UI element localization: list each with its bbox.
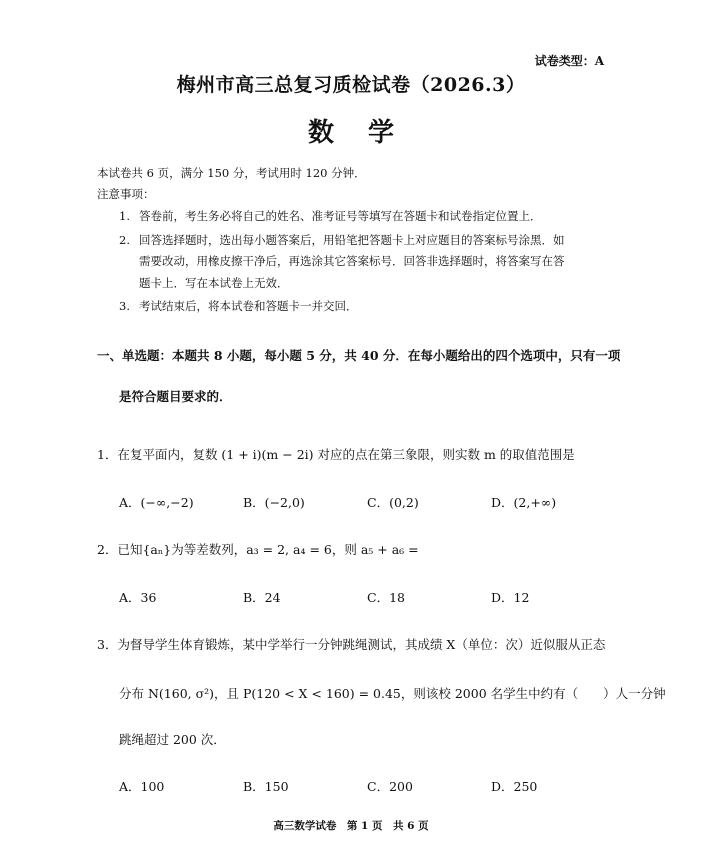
notice-item	[119, 205, 542, 227]
notice-item-number: 3.	[119, 299, 130, 313]
question-2-options	[119, 588, 615, 606]
section-heading-continuation: 是符合题目要求的．	[119, 389, 232, 404]
option-c: C．18	[367, 590, 405, 605]
notice-item-continuation: 需要改动，用橡皮擦干净后，再选涂其它答案标号．回答非选择题时，将答案写在答	[139, 254, 565, 268]
question-3-stem: 3．为督导学生体育锻炼，某中学举行一分钟跳绳测试，其成绩 X（单位：次）近似服从正态	[97, 637, 606, 652]
option-a: A．(−∞,−2)	[119, 495, 194, 510]
option-b: B．(−2,0)	[243, 495, 305, 510]
notice-item	[119, 295, 358, 317]
page-footer: 高三数学试卷 第 1 页 共 6 页	[273, 820, 429, 832]
question-3-stem-continuation: 跳绳超过 200 次．	[119, 732, 226, 747]
question-3-stem-continuation: 分布 N(160, σ²)，且 P(120 < X < 160) = 0.45，则该校 2000 名学生中约有（ ）人一分钟	[119, 686, 666, 701]
option-d: D．(2,+∞)	[491, 495, 557, 510]
option-b: B．24	[243, 590, 281, 605]
notice-item-text: 回答选择题时，选出每小题答案后，用铅笔把答题卡上对应题目的答案标号涂黑．如	[139, 233, 565, 247]
subject-title: 数学	[307, 118, 428, 148]
notice-item-text: 答卷前，考生务必将自己的姓名、准考证号等填写在答题卡和试卷指定位置上．	[139, 209, 542, 223]
notice-item-number: 1.	[119, 209, 130, 223]
question-1-stem: 1．在复平面内，复数 (1 + i)(m − 2i) 对应的点在第三象限，则实数 m 的取值范围是	[97, 447, 575, 462]
option-d: D．12	[491, 590, 530, 605]
paper-type-label: 试卷类型：A	[534, 54, 604, 68]
question-2-stem: 2．已知{aₙ}为等差数列，a₃ = 2, a₄ = 6，则 a₅ + a₆ =	[97, 542, 419, 557]
option-a: A．100	[119, 779, 165, 794]
notice-heading: 注意事项：	[97, 187, 155, 201]
notice-item	[119, 229, 565, 251]
option-d: D．250	[491, 779, 538, 794]
exam-intro: 本试卷共 6 页，满分 150 分，考试用时 120 分钟．	[97, 166, 366, 180]
option-b: B．150	[243, 779, 289, 794]
notice-item-continuation: 题卡上．写在本试卷上无效．	[139, 276, 289, 290]
option-c: C．200	[367, 779, 413, 794]
notice-item-number: 2.	[119, 233, 130, 247]
section-heading: 一、单选题：本题共 8 小题，每小题 5 分，共 40 分．在每小题给出的四个选项中，只有一项	[97, 348, 621, 363]
option-a: A．36	[119, 590, 157, 605]
question-3-options	[119, 777, 615, 795]
question-1-options	[119, 493, 615, 511]
option-c: C．(0,2)	[367, 495, 419, 510]
notice-item-text: 考试结束后，将本试卷和答题卡一并交回．	[139, 299, 358, 313]
exam-title: 梅州市高三总复习质检试卷（2026.3）	[176, 74, 526, 96]
